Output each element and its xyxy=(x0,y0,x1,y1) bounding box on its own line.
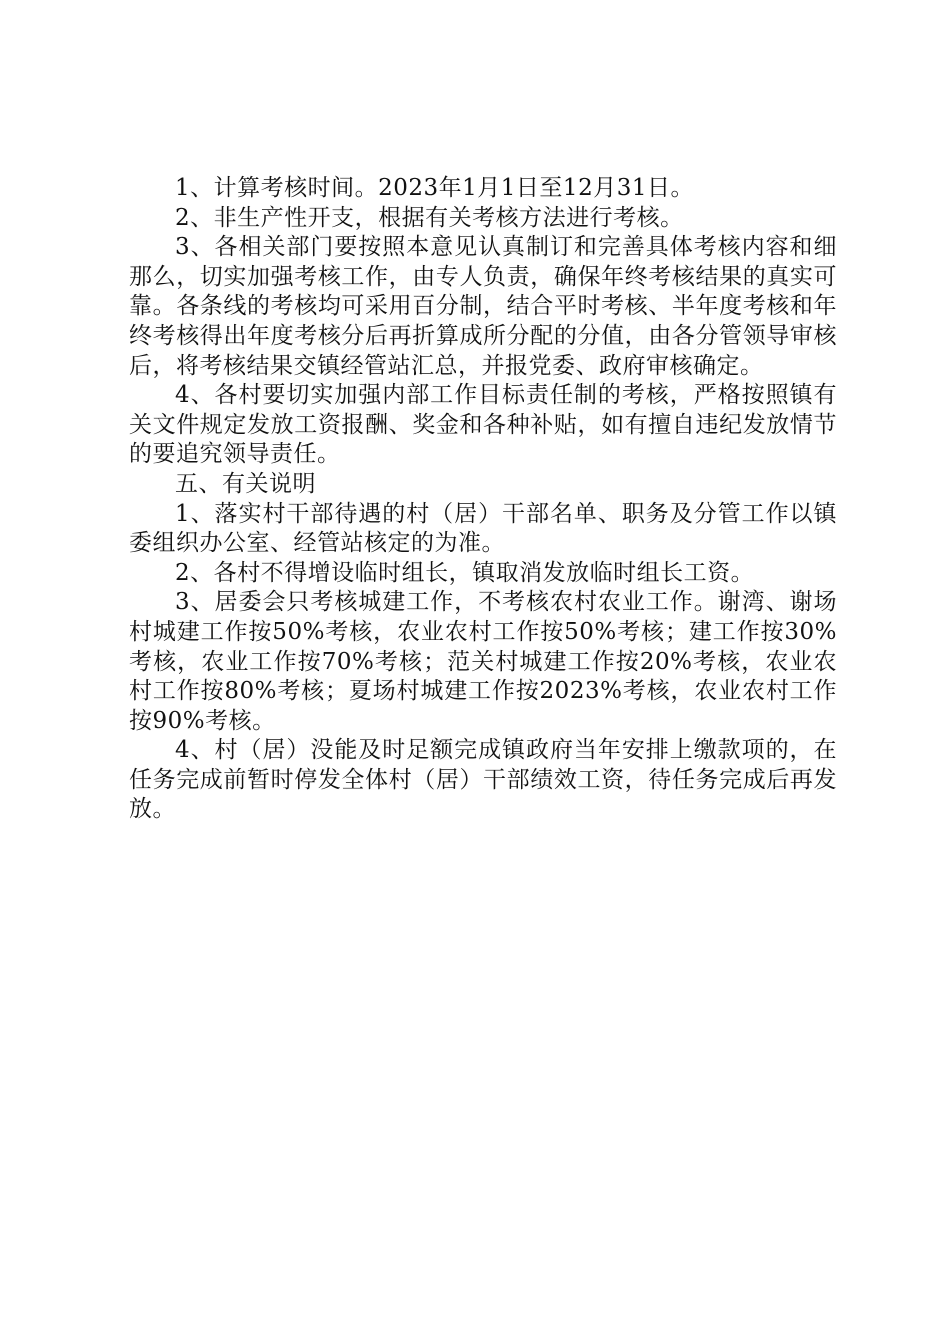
paragraph-weighting: 3、居委会只考核城建工作，不考核农村农业工作。谢湾、谢场村城建工作按50%考核，农业农村工作按50%考核；建工作按30%考核，农业工作按70%考核；范关村城建工作按20%考核，农业农村工作按80%考核；夏场村城建工作按2023%考核，农业农村工作按90%考核。 xyxy=(129,589,837,734)
paragraph-assessment-period: 1、计算考核时间。2023年1月1日至12月31日。 xyxy=(175,175,694,201)
section-heading-notes: 五、有关说明 xyxy=(175,470,316,497)
paragraph-cadre-list: 1、落实村干部待遇的村（居）干部名单、职务及分管工作以镇委组织办公室、经管站核定的为准。 xyxy=(129,500,837,557)
paragraph-non-production-expenses: 2、非生产性开支，根据有关考核方法进行考核。 xyxy=(175,204,684,231)
document-body xyxy=(129,174,837,825)
paragraph-no-temporary-leaders: 2、各村不得增设临时组长，镇取消发放临时组长工资。 xyxy=(175,559,755,586)
paragraph-department-assessment: 3、各相关部门要按照本意见认真制订和完善具体考核内容和细那么，切实加强考核工作，由专人负责，确保年终考核结果的真实可靠。各条线的考核均可采用百分制，结合平时考核、半年度考核和年终考核得出年度考核分后再折算成所分配的分值，由各分管领导审核后，将考核结果交镇经管站汇总，并报党委、政府审核确定。 xyxy=(129,234,837,379)
paragraph-payment-suspension: 4、村（居）没能及时足额完成镇政府当年安排上缴款项的，在任务完成前暂时停发全体村（居）干部绩效工资，待任务完成后再发放。 xyxy=(129,737,837,823)
paragraph-village-responsibility: 4、各村要切实加强内部工作目标责任制的考核，严格按照镇有关文件规定发放工资报酬、奖金和各种补贴，如有擅自违纪发放情节的要追究领导责任。 xyxy=(129,382,837,468)
